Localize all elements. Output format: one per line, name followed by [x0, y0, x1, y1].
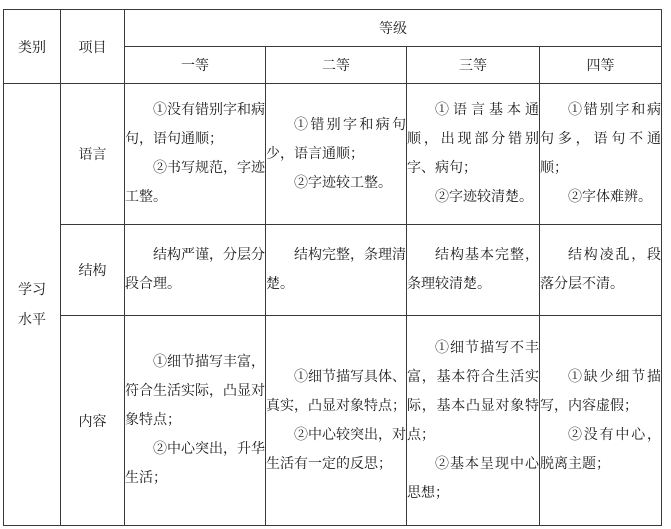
cell-language-level-3	[407, 84, 540, 225]
criterion: ②字迹较清楚。	[435, 189, 533, 205]
header-level-3: 三等	[407, 47, 540, 84]
criterion: 结构凌乱，段落分层不清。	[540, 247, 661, 292]
grading-table	[3, 9, 662, 526]
cell-language-level-4	[540, 84, 662, 225]
criterion: 结构完整，条理清楚。	[266, 247, 406, 292]
header-level-1: 一等	[125, 47, 266, 84]
cell-structure-level-1	[125, 225, 266, 316]
header-level-4: 四等	[540, 47, 662, 84]
table-row-language	[4, 84, 662, 225]
criterion: ①细节描写具体、真实，凸显对象特点；	[266, 368, 406, 414]
category-line-2: 水平	[18, 311, 46, 328]
criterion: ①错别字和病句多，语句不通顺；	[540, 102, 661, 176]
table-row-content	[4, 316, 662, 526]
criterion: ①细节描写不丰富，基本符合生活实际，基本凸显对象特点；	[407, 339, 539, 443]
criterion: ①缺少细节描写，内容虚假；	[540, 368, 661, 414]
header-category: 类别	[4, 10, 61, 84]
cell-structure-level-2	[266, 225, 407, 316]
criterion: ①语言基本通顺，出现部分错别字、病句；	[407, 102, 539, 176]
criterion: ②书写规范，字迹工整。	[125, 160, 265, 205]
cell-content-level-3	[407, 316, 540, 526]
criterion: ①错别字和病句少，语言通顺；	[266, 116, 406, 162]
criterion: ②中心较突出，对生活有一定的反思；	[266, 426, 406, 472]
cell-language-level-1	[125, 84, 266, 225]
criterion: ②字体难辨。	[568, 189, 652, 205]
item-structure: 结构	[61, 225, 125, 316]
criterion: ①细节描写丰富，符合生活实际，凸显对象特点；	[125, 354, 265, 428]
cell-content-level-2	[266, 316, 407, 526]
category-line-1: 学习	[18, 281, 46, 298]
header-grade: 等级	[125, 10, 662, 47]
criterion: ②基本呈现中心思想；	[407, 455, 539, 501]
cell-structure-level-4	[540, 225, 662, 316]
item-content: 内容	[61, 316, 125, 526]
header-level-2: 二等	[266, 47, 407, 84]
criterion: ②中心突出，升华生活；	[125, 441, 265, 486]
category-cell	[4, 84, 61, 526]
header-item: 项目	[61, 10, 125, 84]
criterion: ②没有中心，脱离主题；	[540, 426, 661, 472]
criterion: 结构基本完整，条理较清楚。	[407, 247, 539, 292]
cell-structure-level-3	[407, 225, 540, 316]
cell-language-level-2	[266, 84, 407, 225]
cell-content-level-4	[540, 316, 662, 526]
criterion: ①没有错别字和病句，语句通顺；	[125, 102, 265, 147]
table-row-structure	[4, 225, 662, 316]
criterion: ②字迹较工整。	[294, 174, 392, 191]
criterion: 结构严谨，分层分段合理。	[125, 247, 265, 292]
cell-content-level-1	[125, 316, 266, 526]
item-language: 语言	[61, 84, 125, 225]
